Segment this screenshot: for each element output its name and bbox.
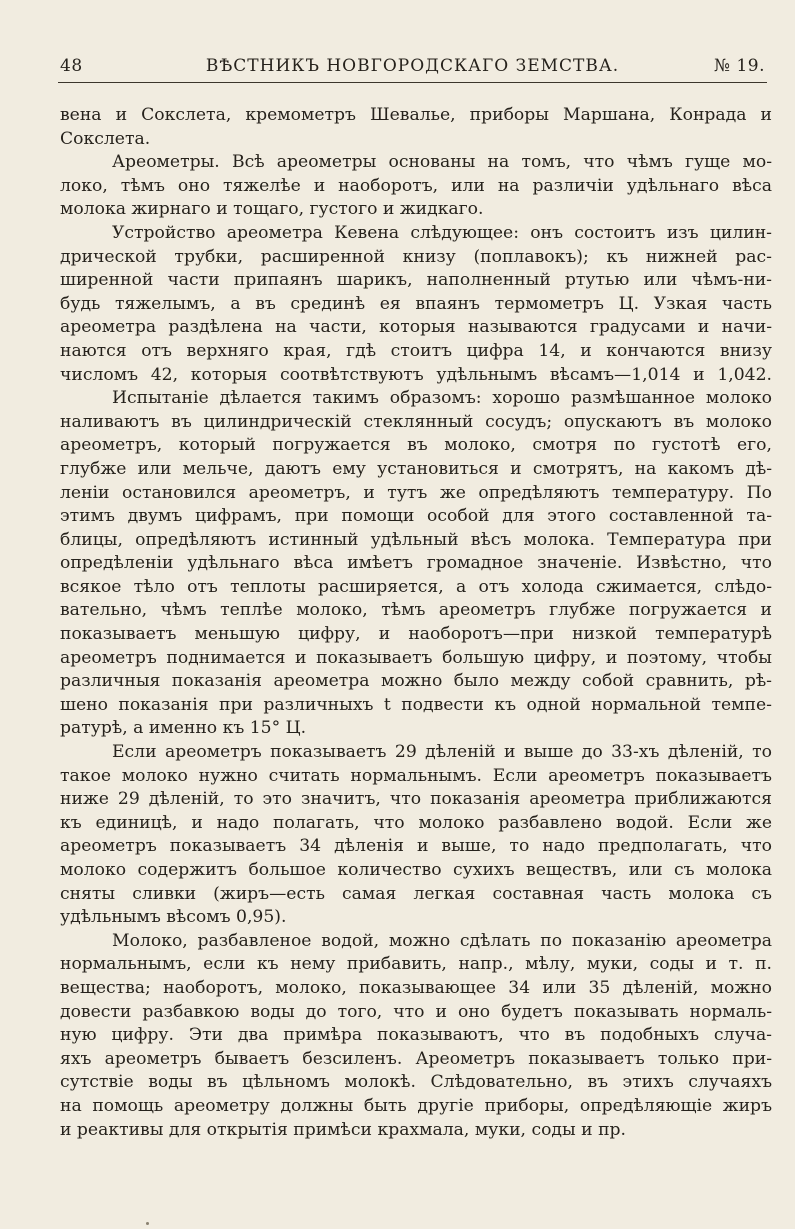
header-rule — [58, 82, 767, 83]
text-line: сняты сливки (жиръ—есть самая легкая составная часть молока съ — [60, 883, 772, 904]
text-line: числомъ 42, которыя соотвѣтствуютъ удѣльнымъ вѣсамъ—1,014 и 1,042. — [60, 364, 772, 385]
text-line: къ единицѣ, и надо полагать, что молоко разбавлено водой. Если же — [60, 812, 772, 833]
text-line: Сокслета. — [60, 128, 151, 149]
text-line: вена и Сокслета, кремометръ Шевалье, приборы Маршана, Конрада и — [60, 105, 772, 125]
text-line: леніи остановился ареометръ, и тутъ же опредѣляютъ температуру. По — [60, 482, 772, 503]
text-line: наются отъ верхняго края, гдѣ стоитъ цифра 14, и кончаются внизу — [60, 340, 772, 361]
text-line: ареометръ поднимается и показываетъ большую цифру, и поэтому, чтобы — [60, 647, 772, 668]
text-line: ратурѣ, а именно къ 15° Ц. — [60, 718, 307, 739]
text-line: дрической трубки, расширенной книзу (поплавокъ); къ нижней рас- — [60, 246, 772, 267]
text-line: нормальнымъ, если къ нему прибавить, напр., мѣлу, муки, соды и т. п. — [60, 954, 772, 975]
text-line: различныя показанія ареометра можно было между собой сравнить, рѣ- — [60, 671, 772, 692]
journal-title: ВѢСТНИКЪ НОВГОРОДСКАГО ЗЕМСТВА. — [205, 56, 620, 76]
text-line: молока жирнаго и тощаго, густого и жидкаго. — [60, 199, 484, 220]
text-line: яхъ ареометръ бываетъ безсиленъ. Ареометръ показываетъ только при- — [60, 1048, 772, 1069]
text-line: этимъ двумъ цифрамъ, при помощи особой для этого составленной та- — [60, 506, 772, 527]
text-line: ную цифру. Эти два примѣра показываютъ, что въ подобныхъ случа- — [60, 1025, 772, 1046]
text-line: и реактивы для открытія примѣси крахмала, муки, соды и пр. — [60, 1119, 626, 1140]
ink-speck — [146, 1222, 149, 1225]
body-text — [60, 104, 772, 1142]
text-line: глубже или мельче, даютъ ему установиться и смотрятъ, на какомъ дѣ- — [60, 458, 772, 479]
text-line: Устройство ареометра Кевена слѣдующее: онъ состоитъ изъ цилин- — [112, 222, 772, 243]
text-line: шено показанія при различныхъ t подвести къ одной нормальной темпе- — [60, 694, 772, 715]
running-header — [60, 56, 765, 82]
text-line: молоко содержитъ большое количество сухихъ веществъ, или съ молока — [60, 860, 772, 880]
text-line: локо, тѣмъ оно тяжелѣе и наоборотъ, или на различіи удѣльнаго вѣса — [60, 175, 772, 196]
text-line: всякое тѣло отъ теплоты расширяется, а отъ холода сжимается, слѣдо- — [60, 576, 772, 597]
text-line: Если ареометръ показываетъ 29 дѣленій и выше до 33-хъ дѣленій, то — [112, 742, 772, 763]
page-number: 48 — [60, 56, 83, 76]
text-line: Молоко, разбавленое водой, можно сдѣлать по показанію ареометра — [112, 930, 772, 951]
text-line: ареометра раздѣлена на части, которыя называются градусами и начи- — [60, 317, 772, 338]
text-line: вательно, чѣмъ теплѣе молоко, тѣмъ ареометръ глубже погружается и — [60, 600, 772, 621]
text-line: ниже 29 дѣленій, то это значитъ, что показанія ареометра приближаются — [60, 789, 772, 810]
text-line: ширенной части припаянъ шарикъ, наполненный ртутью или чѣмъ-ни- — [60, 270, 772, 291]
text-line: на помощь ареометру должны быть другіе приборы, опредѣляющіе жиръ — [60, 1095, 772, 1116]
text-line: удѣльнымъ вѣсомъ 0,95). — [60, 907, 287, 928]
text-line: Ареометры. Всѣ ареометры основаны на томъ, что чѣмъ гуще мо- — [112, 152, 772, 173]
text-line: довести разбавкою воды до того, что и оно будетъ показывать нормаль- — [60, 1001, 772, 1022]
text-line: сутствіе воды въ цѣльномъ молокѣ. Слѣдовательно, въ этихъ случаяхъ — [60, 1072, 772, 1093]
text-line: такое молоко нужно считать нормальнымъ. Если ареометръ показываетъ — [60, 765, 772, 786]
text-line: показываетъ меньшую цифру, и наоборотъ—при низкой температурѣ — [60, 624, 772, 645]
issue-number: № 19. — [713, 56, 765, 76]
text-line: вещества; наоборотъ, молоко, показывающее 34 или 35 дѣленій, можно — [60, 977, 772, 998]
text-line: опредѣленіи удѣльнаго вѣса имѣетъ громадное значеніе. Извѣстно, что — [60, 553, 772, 574]
text-line: Испытаніе дѣлается такимъ образомъ: хорошо размѣшанное молоко — [112, 388, 772, 409]
text-line: ареометръ, который погружается въ молоко, смотря по густотѣ его, — [60, 435, 772, 456]
text-line: будь тяжелымъ, а въ срединѣ ея впаянъ термометръ Ц. Узкая часть — [60, 293, 772, 314]
text-line: наливаютъ въ цилиндрическій стеклянный сосудъ; опускаютъ въ молоко — [60, 411, 772, 432]
text-line: ареометръ показываетъ 34 дѣленія и выше, то надо предполагать, что — [60, 836, 772, 857]
text-line: блицы, опредѣляютъ истинный удѣльный вѣсъ молока. Температура при — [60, 529, 772, 550]
